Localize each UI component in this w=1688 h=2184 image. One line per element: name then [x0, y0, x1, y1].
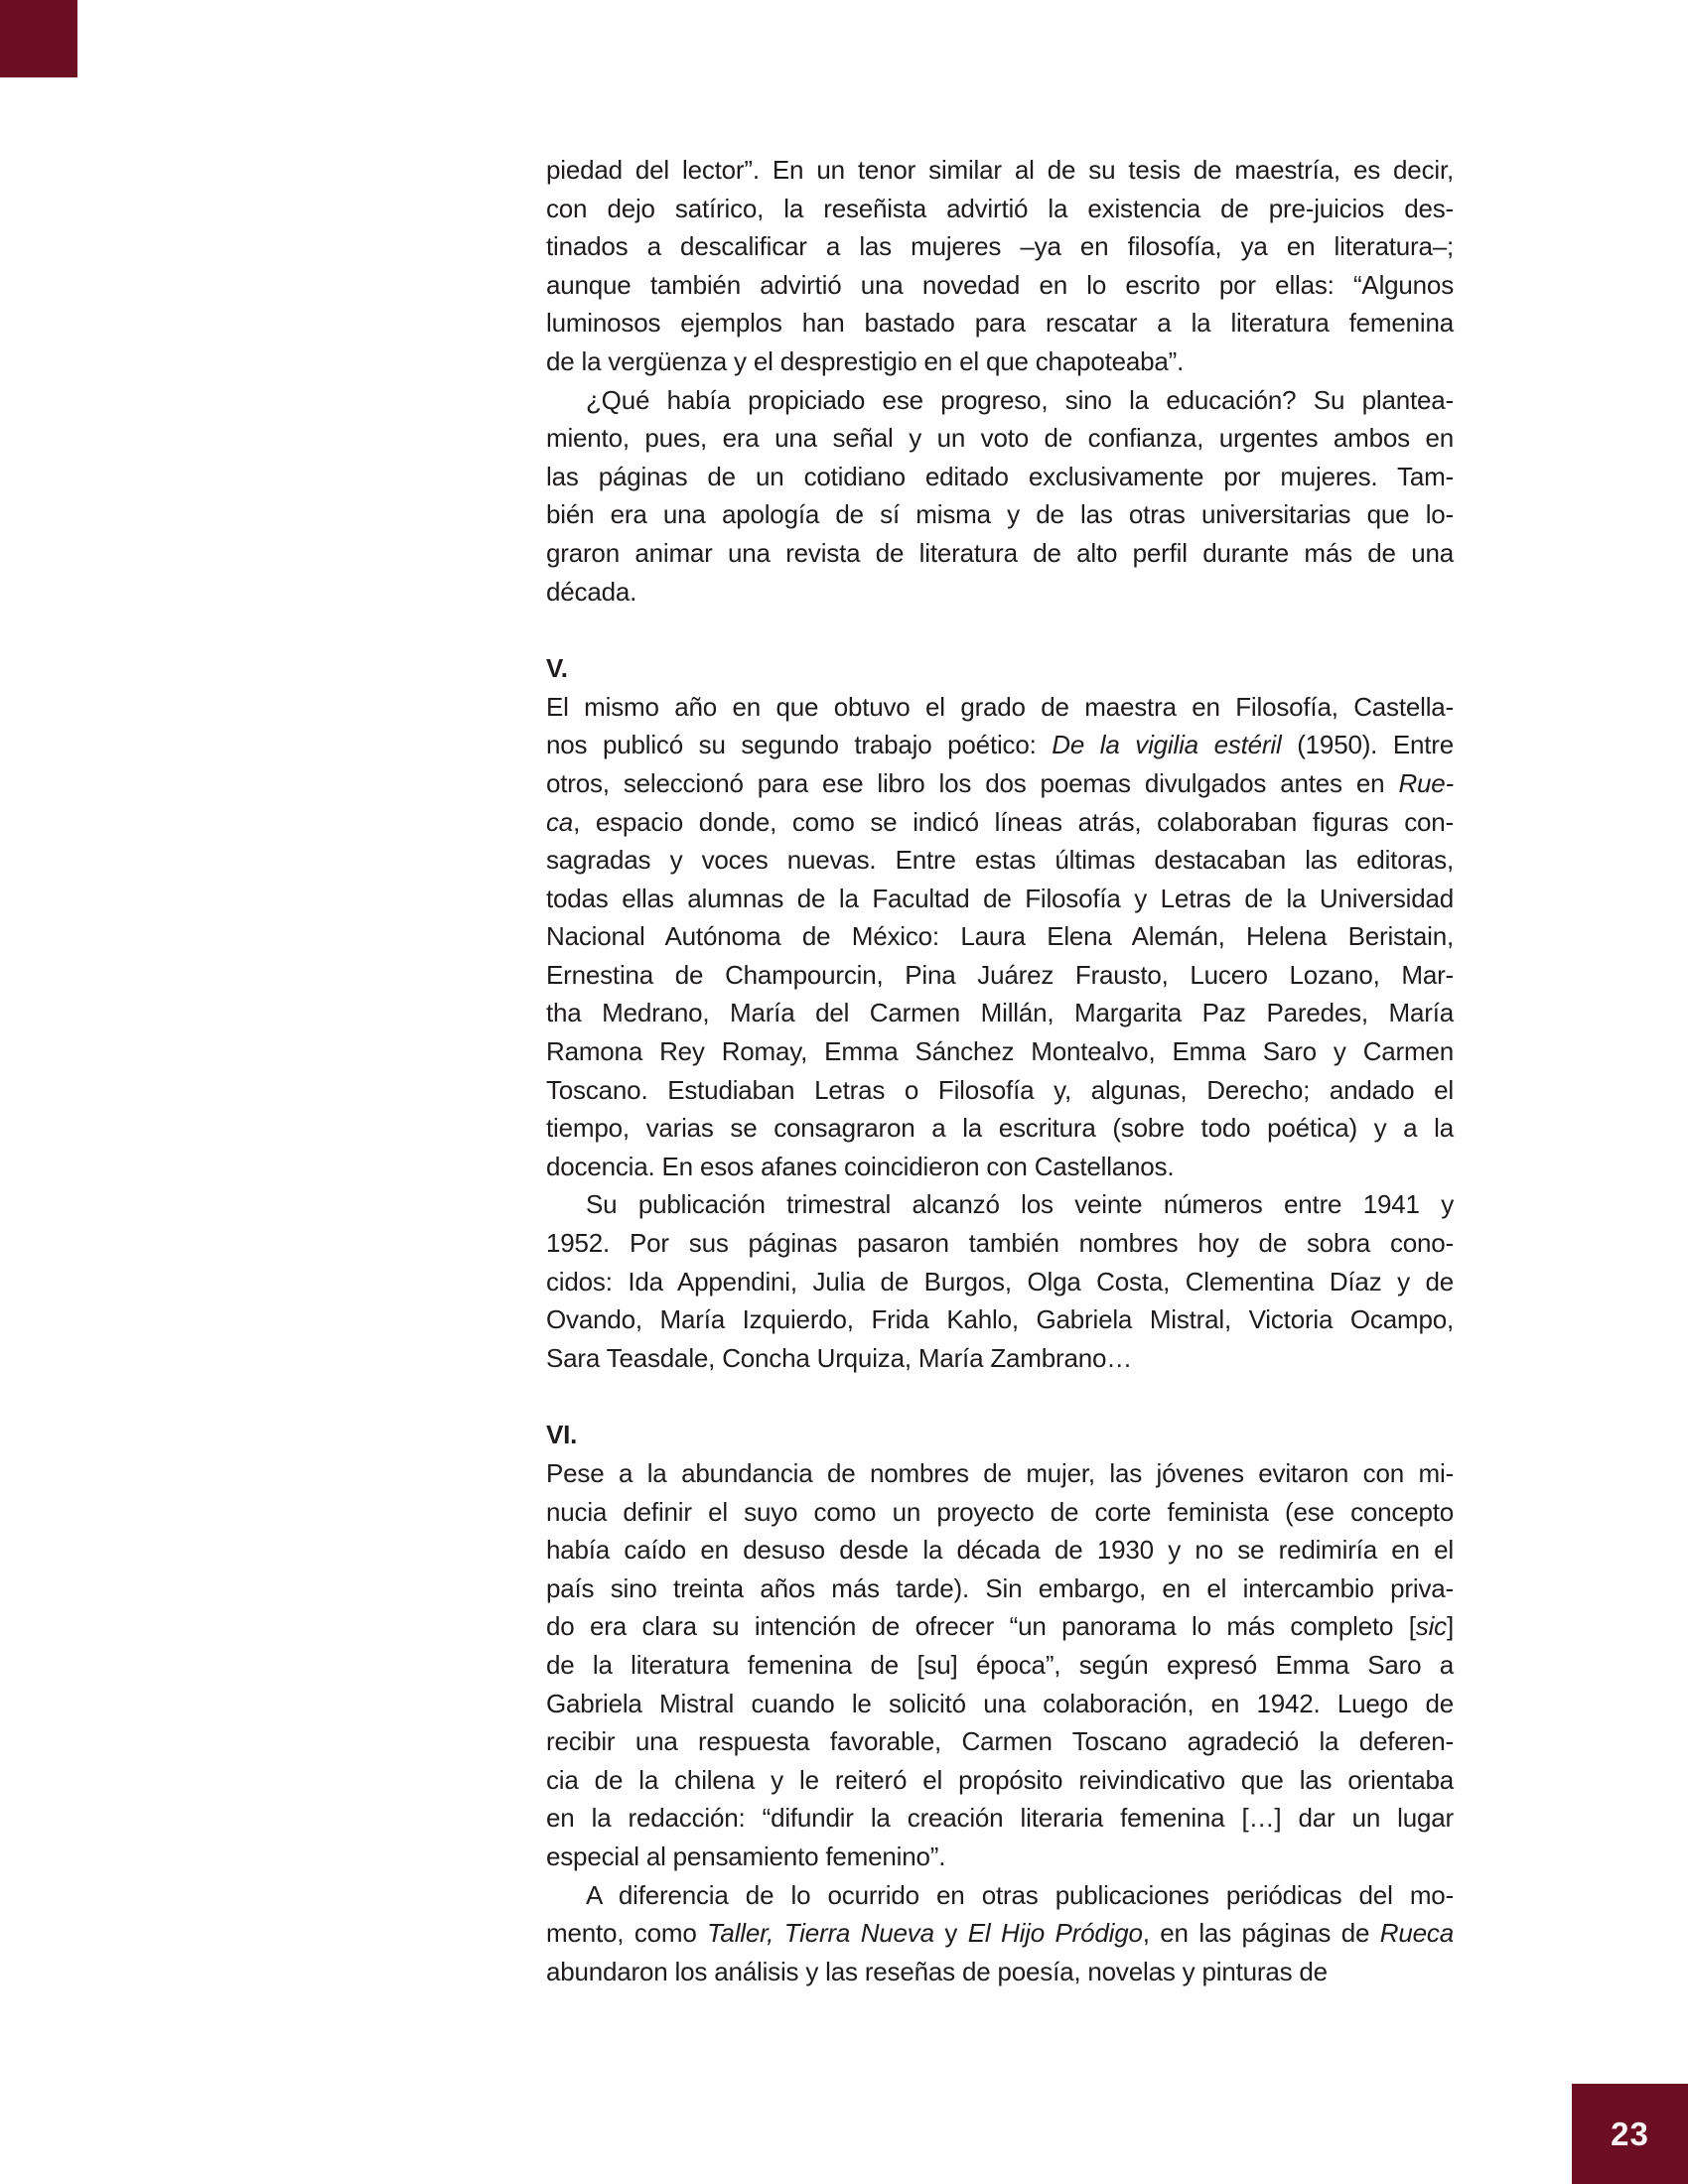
- text-line: nucia definir el suyo como un proyecto de corte feminista (ese concepto: [546, 1496, 1454, 1527]
- text-line: ca, espacio donde, como se indicó líneas atrás, colaboraban figuras con-: [546, 806, 1454, 837]
- text-line: graron animar una revista de literatura de alto perfil durante más de una: [546, 537, 1454, 568]
- text-line: tha Medrano, María del Carmen Millán, Margarita Paz Paredes, María: [546, 998, 1454, 1028]
- text-line: docencia. En esos afanes coincidieron con Castellanos.: [546, 1151, 1175, 1181]
- text-line: do era clara su intención de ofrecer “un panorama lo más completo [sic]: [546, 1611, 1454, 1642]
- text-line: de la literatura femenina de [su] época”, según expresó Emma Saro a: [546, 1649, 1454, 1680]
- text-line: Pese a la abundancia de nombres de mujer, las jóvenes evitaron con mi-: [546, 1458, 1454, 1488]
- text-line: Gabriela Mistral cuando le solicitó una colaboración, en 1942. Luego de: [546, 1688, 1454, 1718]
- section-heading: VI.: [546, 1420, 578, 1450]
- text-line: ¿Qué había propiciado ese progreso, sino la educación? Su plantea-: [586, 384, 1454, 415]
- text-line: con dejo satírico, la reseñista advirtió la existencia de pre-juicios des-: [546, 193, 1454, 223]
- text-line: Nacional Autónoma de México: Laura Elena Alemán, Helena Beristain,: [546, 921, 1454, 952]
- text-line: cia de la chilena y le reiteró el propósito reivindicativo que las orientaba: [546, 1764, 1454, 1795]
- text-line: las páginas de un cotidiano editado exclusivamente por mujeres. Tam-: [546, 461, 1454, 491]
- text-line: 1952. Por sus páginas pasaron también nombres hoy de sobra cono-: [546, 1228, 1454, 1259]
- corner-accent-square: [0, 0, 77, 77]
- text-line: nos publicó su segundo trabajo poético: De la vigilia estéril (1950). Entre: [546, 730, 1455, 760]
- text-line: Ramona Rey Romay, Emma Sánchez Montealvo, Emma Saro y Carmen: [546, 1036, 1454, 1067]
- page-text: [546, 151, 1454, 1990]
- text-line: tiempo, varias se consagraron a la escritura (sobre todo poética) y a la: [546, 1113, 1454, 1144]
- text-line: Ovando, María Izquierdo, Frida Kahlo, Gabriela Mistral, Victoria Ocampo,: [546, 1304, 1454, 1335]
- page-number: 23: [1611, 2115, 1649, 2152]
- text-line: abundaron los análisis y las reseñas de poesía, novelas y pinturas de: [546, 1956, 1328, 1986]
- text-line: El mismo año en que obtuvo el grado de maestra en Filosofía, Castella-: [546, 691, 1454, 722]
- text-line: de la vergüenza y el desprestigio en el que chapoteaba”.: [546, 345, 1185, 376]
- text-line: Toscano. Estudiaban Letras o Filosofía y, algunas, Derecho; andado el: [546, 1074, 1454, 1105]
- text-line: mento, como Taller, Tierra Nueva y El Hijo Pródigo, en las páginas de Rueca: [546, 1918, 1454, 1949]
- text-line: Sara Teasdale, Concha Urquiza, María Zambrano…: [546, 1342, 1133, 1373]
- text-line: otros, seleccionó para ese libro los dos poemas divulgados antes en Rue-: [546, 767, 1454, 798]
- text-line: aunque también advirtió una novedad en lo escrito por ellas: “Algunos: [546, 269, 1454, 300]
- text-line: Su publicación trimestral alcanzó los veinte números entre 1941 y: [586, 1189, 1454, 1220]
- text-line: década.: [546, 576, 637, 607]
- text-line: recibir una respuesta favorable, Carmen Toscano agradeció la deferen-: [546, 1726, 1454, 1757]
- text-line: sagradas y voces nuevas. Entre estas últimas destacaban las editoras,: [546, 845, 1454, 876]
- text-line: piedad del lector”. En un tenor similar al de su tesis de maestría, es decir,: [546, 155, 1454, 185]
- text-line: miento, pues, era una señal y un voto de confianza, urgentes ambos en: [546, 423, 1454, 454]
- text-line: A diferencia de lo ocurrido en otras publicaciones periódicas del mo-: [586, 1879, 1454, 1910]
- text-line: tinados a descalificar a las mujeres –ya en filosofía, ya en literatura–;: [546, 231, 1454, 262]
- text-line: en la redacción: “difundir la creación literaria femenina […] dar un lugar: [546, 1803, 1454, 1834]
- section-heading: V.: [546, 653, 568, 684]
- text-line: había caído en desuso desde la década de 1930 y no se redimiría en el: [546, 1535, 1454, 1566]
- text-line: luminosos ejemplos han bastado para rescatar a la literatura femenina: [546, 308, 1454, 339]
- text-line: Ernestina de Champourcin, Pina Juárez Frausto, Lucero Lozano, Mar-: [546, 959, 1454, 990]
- text-line: bién era una apología de sí misma y de las otras universitarias que lo-: [546, 499, 1454, 530]
- text-line: especial al pensamiento femenino”.: [546, 1841, 946, 1871]
- text-line: cidos: Ida Appendini, Julia de Burgos, Olga Costa, Clementina Díaz y de: [546, 1266, 1454, 1297]
- page-number-badge: [1572, 2084, 1688, 2184]
- text-line: país sino treinta años más tarde). Sin embargo, en el intercambio priva-: [546, 1572, 1454, 1603]
- text-line: todas ellas alumnas de la Facultad de Filosofía y Letras de la Universidad: [546, 883, 1454, 913]
